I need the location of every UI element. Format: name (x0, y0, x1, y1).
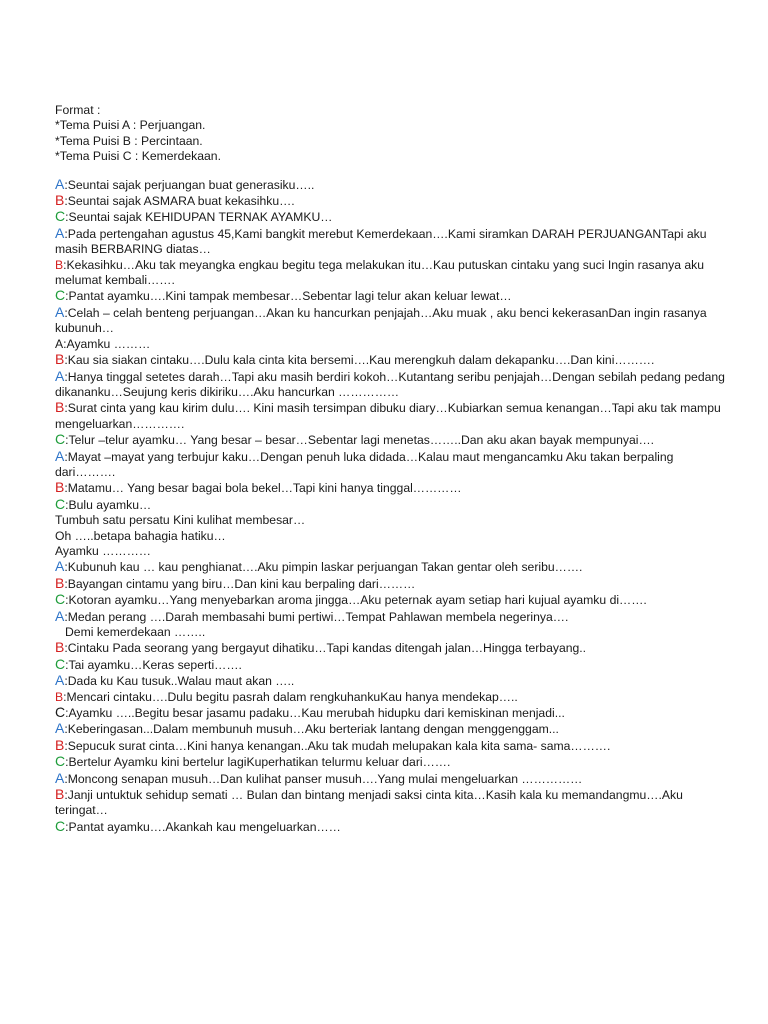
poem-line (55, 754, 725, 770)
poem-line (55, 592, 725, 608)
poem-label-c: C (55, 287, 66, 304)
format-heading: Format : (55, 103, 101, 117)
label-separator: : (64, 401, 68, 416)
label-separator: : (65, 819, 69, 834)
poem-text: Pada pertengahan agustus 45,Kami bangkit merebut Kemerdekaan….Kami siramkan DARAH PERJUANGANTapi aku masih BERBARING diatas… (55, 226, 707, 257)
poem-text: Pantat ayamku….Kini tampak membesar…Sebentar lagi telur akan keluar lewat… (68, 289, 512, 304)
poem-line (55, 657, 725, 673)
label-separator: : (64, 481, 68, 496)
label-separator: : (64, 194, 68, 209)
poem-label-b: B (55, 399, 65, 416)
poem-line (55, 787, 725, 819)
poem-line (55, 721, 725, 737)
poem-text: Kubunuh kau … kau penghianat….Aku pimpin laskar perjuangan Takan gentar oleh seribu……. (67, 560, 583, 575)
label-separator: : (63, 336, 67, 351)
theme-line: *Tema Puisi C : Kemerdekaan. (55, 149, 221, 164)
poem-text: Bulu ayamku… (68, 497, 152, 512)
poem-label-a: A (55, 447, 65, 464)
poem-text: Celah – celah benteng perjuangan…Akan ku hancurkan penjajah…Aku muak , aku benci kekerasanDan ingin rasanya kubunuh… (55, 305, 707, 336)
poem-label-a: A (55, 769, 65, 786)
poem-text: Kotoran ayamku…Yang menyebarkan aroma jingga…Aku peternak ayam setiap hari kujual ayamku di……. (68, 593, 647, 608)
poem-text: Seuntai sajak ASMARA buat kekasihku…. (67, 194, 295, 209)
label-separator: : (64, 771, 68, 786)
poem-line (55, 449, 725, 481)
poem-text: Keberingasan...Dalam membunuh musuh…Aku berteriak lantang dengan menggenggam... (67, 722, 559, 737)
label-separator: : (65, 433, 69, 448)
poem-label-c: C (55, 431, 66, 448)
label-separator: : (64, 722, 68, 737)
poem-label-a: A (55, 720, 65, 737)
poem-label-b: B (55, 639, 65, 656)
poem-line (55, 819, 725, 835)
poem-label-b: B (55, 689, 64, 704)
label-separator: : (65, 497, 69, 512)
poem-line (55, 625, 725, 640)
poem-text: Ayamku ………… (55, 543, 151, 558)
poem-label-b: B (55, 574, 65, 591)
poem-label-b: B (55, 786, 65, 803)
label-separator: : (64, 576, 68, 591)
poem-text: Mencari cintaku….Dulu begitu pasrah dalam rengkuhankuKau hanya mendekap….. (66, 689, 518, 704)
poem-line (55, 640, 725, 656)
label-separator: : (64, 560, 68, 575)
label-separator: : (64, 305, 68, 320)
label-separator: : (64, 177, 68, 192)
poem-lines (55, 177, 725, 836)
label-separator: : (65, 210, 69, 225)
spacer (55, 165, 725, 177)
poem-line (55, 400, 725, 432)
theme-line: *Tema Puisi B : Percintaan. (55, 133, 203, 148)
poem-line (55, 738, 725, 754)
poem-text: Seuntai sajak perjuangan buat generasiku….. (67, 177, 315, 192)
poem-text: Dada ku Kau tusuk..Walau maut akan ….. (67, 674, 295, 689)
poem-label-a: A (55, 336, 64, 351)
poem-text: Oh …..betapa bahagia hatiku… (55, 528, 226, 543)
label-separator: : (63, 257, 67, 272)
poem-line (55, 673, 725, 689)
poem-label-b: B (55, 736, 65, 753)
label-separator: : (65, 657, 69, 672)
poem-line (55, 771, 725, 787)
poem-line (55, 209, 725, 225)
label-separator: : (64, 674, 68, 689)
poem-text: Surat cinta yang kau kirim dulu…. Kini masih tersimpan dibuku diary…Kubiarkan semua kenangan…Tapi aku tak mampu mengeluarkan…………. (55, 401, 721, 431)
poem-text: Kekasihku…Aku tak meyangka engkau begitu tega melakukan itu…Kau putuskan cintaku yang suci Ingin rasanya aku melumat kembali……. (55, 257, 705, 288)
poem-line (55, 288, 725, 304)
poem-label-b: B (55, 192, 65, 209)
poem-text: Janji untuktuk sehidup semati … Bulan dan bintang menjadi saksi cinta kita…Kasih kala ku memandangmu….Aku teringat… (55, 788, 683, 818)
poem-line (55, 352, 725, 368)
poem-text: Ayamku …..Begitu besar jasamu padaku…Kau merubah hidupku dari kemiskinan menjadi... (68, 706, 565, 721)
poem-line (55, 705, 725, 721)
poem-line (55, 559, 725, 575)
poem-line (55, 432, 725, 448)
poem-line (55, 226, 725, 258)
poem-text: Seuntai sajak KEHIDUPAN TERNAK AYAMKU… (68, 210, 333, 225)
document-body (55, 103, 725, 835)
poem-text: Tumbuh satu persatu Kini kulihat membesar… (55, 513, 306, 528)
label-separator: : (65, 706, 69, 721)
label-separator: : (65, 593, 69, 608)
poem-label-a: A (55, 367, 65, 384)
label-separator: : (64, 788, 68, 803)
poem-label-a: A (55, 607, 65, 624)
poem-line (55, 529, 725, 544)
poem-text: Cintaku Pada seorang yang bergayut dihatiku…Tapi kandas ditengah jalan…Hingga terbayang.. (67, 641, 587, 656)
intro-block (55, 103, 725, 165)
poem-text: Bertelur Ayamku kini bertelur lagiKuperhatikan telurmu keluar dari……. (68, 755, 451, 770)
poem-label-c: C (55, 208, 66, 225)
poem-label-c: C (55, 753, 66, 770)
poem-text: Demi kemerdekaan …….. (65, 625, 206, 639)
label-separator: : (64, 369, 68, 384)
poem-line (55, 609, 725, 625)
poem-label-c: C (55, 655, 66, 672)
poem-line (55, 544, 725, 559)
poem-label-b: B (55, 351, 65, 368)
poem-label-c: C (55, 817, 66, 834)
poem-text: Tai ayamku…Keras seperti……. (68, 657, 242, 672)
poem-label-c: C (55, 704, 66, 721)
poem-label-a: A (55, 303, 65, 320)
theme-line: *Tema Puisi A : Perjuangan. (55, 118, 206, 133)
poem-line (55, 177, 725, 193)
poem-line (55, 337, 725, 352)
poem-label-c: C (55, 495, 66, 512)
label-separator: : (64, 353, 68, 368)
poem-line (55, 258, 725, 289)
poem-line (55, 513, 725, 528)
poem-text: Telur –telur ayamku… Yang besar – besar…Sebentar lagi menetas……..Dan aku akan bayak mempunyai…. (68, 433, 655, 448)
poem-text: Hanya tinggal setetes darah…Tapi aku masih berdiri kokoh…Kutantang seribu penjajah…Dengan sebilah pedang pedang dikananku…Seujung keris dikiriku….Aku hancurkan …………… (55, 369, 725, 399)
poem-line (55, 480, 725, 496)
poem-label-b: B (55, 479, 65, 496)
label-separator: : (65, 289, 69, 304)
poem-line (55, 690, 725, 705)
poem-label-a: A (55, 224, 65, 241)
poem-line (55, 497, 725, 513)
label-separator: : (64, 609, 68, 624)
label-separator: : (64, 449, 68, 464)
poem-line (55, 193, 725, 209)
poem-label-a: A (55, 558, 65, 575)
poem-text: Kau sia siakan cintaku….Dulu kala cinta kita bersemi….Kau merengkuh dalam dekapanku….Dan kini………. (67, 353, 655, 368)
poem-text: Mayat –mayat yang terbujur kaku…Dengan penuh luka didada…Kalau maut mengancamku Aku takan berpaling dari………. (55, 449, 674, 479)
label-separator: : (64, 226, 68, 241)
poem-line (55, 576, 725, 592)
label-separator: : (64, 641, 68, 656)
poem-text: Medan perang ….Darah membasahi bumi pertiwi…Tempat Pahlawan membela negerinya…. (67, 609, 569, 624)
poem-line (55, 369, 725, 401)
poem-text: Moncong senapan musuh…Dan kulihat panser musuh….Yang mulai mengeluarkan …………… (67, 771, 583, 786)
label-separator: : (64, 738, 68, 753)
poem-text: Pantat ayamku….Akankah kau mengeluarkan…… (68, 819, 341, 834)
poem-line (55, 305, 725, 337)
poem-text: Sepucuk surat cinta…Kini hanya kenangan..Aku tak mudah melupakan kala kita sama- sama………. (67, 738, 611, 753)
poem-label-a: A (55, 672, 65, 689)
poem-label-c: C (55, 591, 66, 608)
label-separator: : (65, 755, 69, 770)
poem-label-a: A (55, 175, 65, 192)
poem-text: Bayangan cintamu yang biru…Dan kini kau berpaling dari……… (67, 576, 416, 591)
poem-label-b: B (55, 257, 64, 272)
label-separator: : (63, 689, 67, 704)
poem-text: Matamu… Yang besar bagai bola bekel…Tapi kini hanya tinggal………… (67, 481, 462, 496)
poem-text: Ayamku ……… (66, 336, 151, 351)
